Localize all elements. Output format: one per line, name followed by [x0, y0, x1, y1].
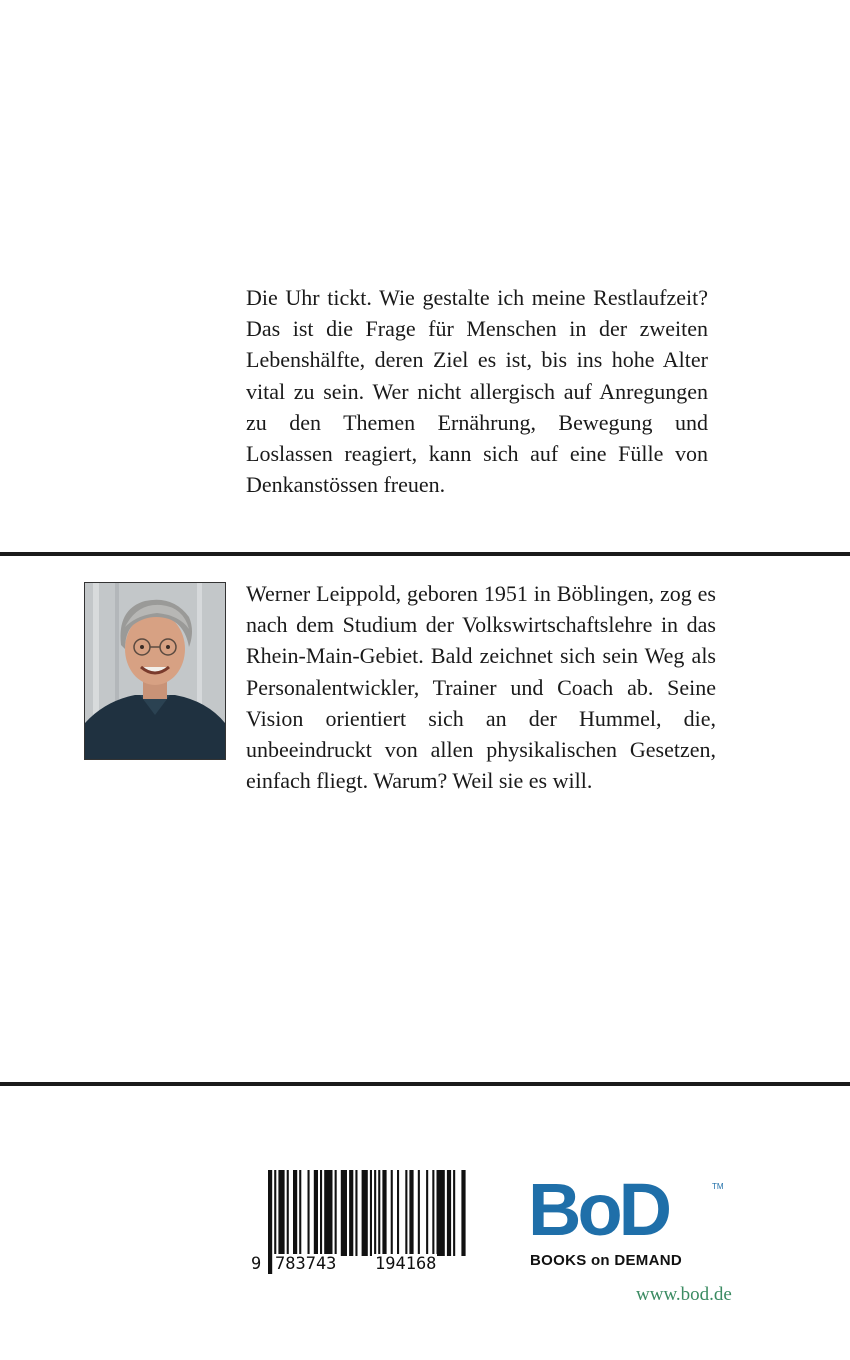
- barcode-bar: [293, 1170, 297, 1256]
- barcode-bar: [355, 1170, 357, 1256]
- barcode-bar: [320, 1170, 322, 1256]
- publisher-logo-text: BoD: [528, 1168, 669, 1251]
- isbn-left-group: 783743: [275, 1254, 337, 1274]
- barcode-bar: [324, 1170, 332, 1256]
- barcode-bar: [278, 1170, 284, 1256]
- divider-top: [0, 552, 850, 556]
- barcode-bar: [299, 1170, 301, 1256]
- author-portrait-icon: [85, 583, 225, 759]
- trademark-mark: TM: [712, 1182, 724, 1191]
- publisher-tagline: BOOKS on DEMAND: [530, 1252, 682, 1269]
- divider-bottom: [0, 1082, 850, 1086]
- barcode-bar: [432, 1170, 434, 1256]
- back-cover-blurb: Die Uhr tickt. Wie gestalte ich meine Restlaufzeit? Das ist die Frage für Menschen in der zweiten Lebenshälfte, deren Ziel es ist, bis ins hohe Alter vital zu sein. Wer nicht allergisch auf Anregungen zu den Themen Ernährung, Bewegung und Loslassen reagiert, kann sich auf eine Fülle von Denkanstössen freuen.: [246, 285, 708, 498]
- publisher-url: www.bod.de: [636, 1284, 732, 1305]
- barcode-bar: [287, 1170, 289, 1256]
- barcode-bar: [461, 1170, 465, 1256]
- barcode-bar: [378, 1170, 380, 1256]
- publisher-logo: [528, 1168, 724, 1274]
- isbn-number: [250, 1254, 474, 1278]
- barcode-bar: [362, 1170, 368, 1256]
- barcode-bar: [409, 1170, 413, 1256]
- barcode-bar: [308, 1170, 310, 1256]
- barcode-bar: [437, 1170, 445, 1256]
- barcode-bar: [382, 1170, 386, 1256]
- author-bio: Werner Leippold, geboren 1951 in Böblingen, zog es nach dem Studium der Volkswirtschaftslehre in das Rhein-Main-Gebiet. Bald zeichnet sich sein Weg als Personalentwickler, Trainer und Coach ab. Seine Vision orientiert sich an der Hummel, die, unbeeindruckt von allen physikalischen Gesetzen, einfach fliegt. Warum? Weil sie es will.: [246, 581, 716, 794]
- barcode-bar: [447, 1170, 451, 1256]
- barcode-bar: [418, 1170, 420, 1256]
- barcode-bar: [426, 1170, 428, 1256]
- author-photo: [84, 582, 226, 760]
- barcode-bar: [335, 1170, 337, 1256]
- barcode-bar: [453, 1170, 455, 1256]
- barcode-bar: [405, 1170, 407, 1256]
- barcode-bar: [341, 1170, 347, 1256]
- barcode-bar: [370, 1170, 372, 1256]
- barcode-bar: [374, 1170, 376, 1256]
- barcode-bar: [349, 1170, 353, 1256]
- barcode-bar: [314, 1170, 318, 1256]
- isbn-lead-digit: 9: [251, 1254, 262, 1274]
- isbn-right-group: 194168: [375, 1254, 437, 1274]
